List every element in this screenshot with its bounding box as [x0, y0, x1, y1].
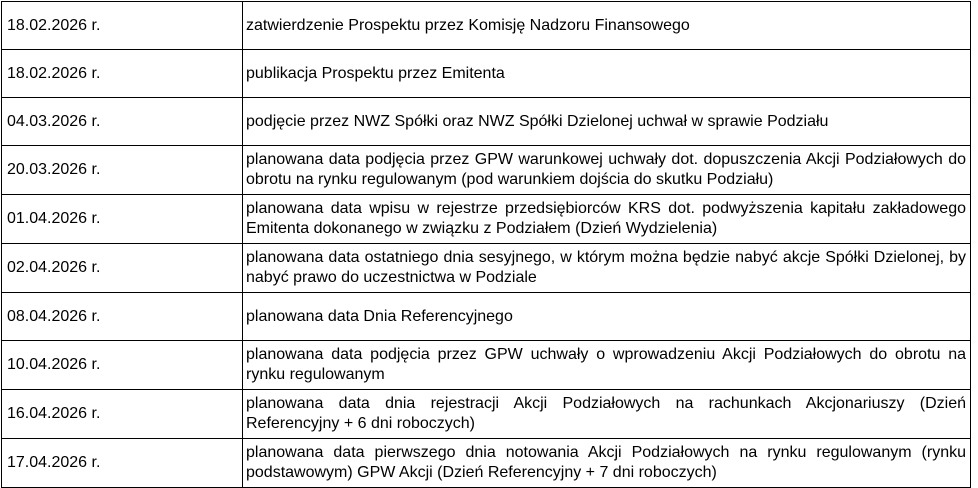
table-row: [2, 50, 971, 98]
date-cell: 02.04.2026 r.: [2, 244, 243, 293]
event-cell: publikacja Prospektu przez Emitenta: [243, 50, 971, 98]
event-cell: planowana data ostatniego dnia sesyjnego, w którym można będzie nabyć akcje Spółki Dzielonej, by nabyć prawo do uczestnictwa w Podziale: [243, 244, 971, 293]
table-row: [2, 244, 971, 293]
event-cell: planowana data wpisu w rejestrze przedsiębiorców KRS dot. podwyższenia kapitału zakładowego Emitenta dokonanego w związku z Podziałem (Dzień Wydzielenia): [243, 195, 971, 244]
date-cell: 10.04.2026 r.: [2, 341, 243, 390]
event-cell: planowana data Dnia Referencyjnego: [243, 293, 971, 341]
table-row: [2, 146, 971, 195]
date-cell: 08.04.2026 r.: [2, 293, 243, 341]
event-cell: planowana data podjęcia przez GPW uchwały o wprowadzeniu Akcji Podziałowych do obrotu na rynku regulowanym: [243, 341, 971, 390]
event-cell: planowana data podjęcia przez GPW warunkowej uchwały dot. dopuszczenia Akcji Podziałowych do obrotu na rynku regulowanym (pod warunkiem dojścia do skutku Podziału): [243, 146, 971, 195]
event-cell: zatwierdzenie Prospektu przez Komisję Nadzoru Finansowego: [243, 2, 971, 50]
date-cell: 18.02.2026 r.: [2, 2, 243, 50]
table-row: [2, 195, 971, 244]
event-cell: planowana data dnia rejestracji Akcji Podziałowych na rachunkach Akcjonariuszy (Dzień Referencyjny + 6 dni roboczych): [243, 390, 971, 439]
table-row: [2, 439, 971, 488]
date-cell: 20.03.2026 r.: [2, 146, 243, 195]
date-cell: 04.03.2026 r.: [2, 98, 243, 146]
event-cell: planowana data pierwszego dnia notowania Akcji Podziałowych na rynku regulowanym (rynku podstawowym) GPW Akcji (Dzień Referencyjny + 7 dni roboczych): [243, 439, 971, 488]
date-cell: 16.04.2026 r.: [2, 390, 243, 439]
event-cell: podjęcie przez NWZ Spółki oraz NWZ Spółki Dzielonej uchwał w sprawie Podziału: [243, 98, 971, 146]
table-row: [2, 98, 971, 146]
table-row: [2, 2, 971, 50]
date-cell: 01.04.2026 r.: [2, 195, 243, 244]
date-cell: 17.04.2026 r.: [2, 439, 243, 488]
table-row: [2, 293, 971, 341]
schedule-table: [1, 1, 971, 488]
table-row: [2, 390, 971, 439]
table-row: [2, 341, 971, 390]
date-cell: 18.02.2026 r.: [2, 50, 243, 98]
